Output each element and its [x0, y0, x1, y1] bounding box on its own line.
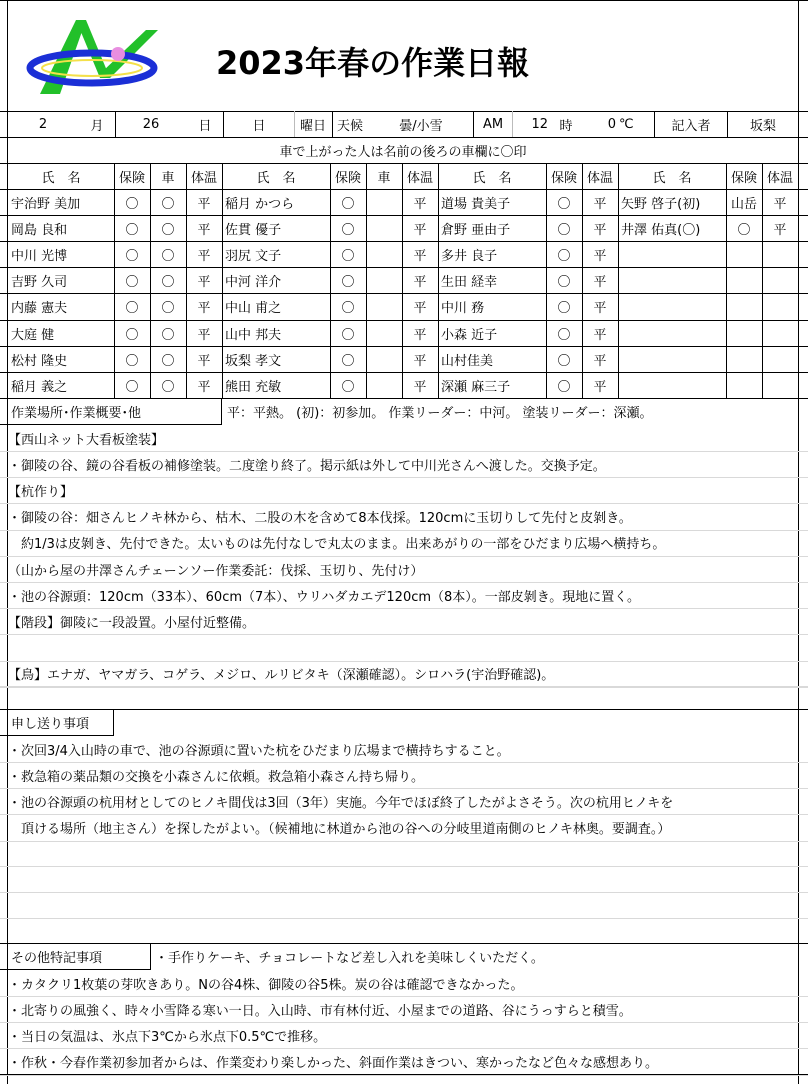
- member-temp[interactable]: 平: [413, 327, 427, 343]
- member-car[interactable]: 〇: [161, 275, 175, 291]
- member-ins[interactable]: 〇: [557, 223, 571, 239]
- member-name[interactable]: 松村 隆史: [11, 353, 68, 369]
- member-name[interactable]: 中川 務: [441, 301, 485, 317]
- member-car[interactable]: 〇: [161, 197, 175, 212]
- weather-label: 天候: [336, 119, 363, 134]
- page-title: 2023年春の作業日報: [216, 44, 530, 82]
- member-temp[interactable]: 平: [593, 301, 607, 317]
- member-name[interactable]: 熊田 充敏: [225, 379, 282, 395]
- member-ins[interactable]: 〇: [557, 327, 571, 343]
- member-name[interactable]: [618, 242, 729, 267]
- member-ins[interactable]: 〇: [341, 327, 355, 343]
- member-temp[interactable]: 平: [773, 223, 787, 239]
- work-line: 【鳥】エナガ、ヤマガラ、コゲラ、メジロ、ルリビタキ（深瀬確認）。シロハラ(宇治野確認)。: [8, 668, 555, 684]
- member-name[interactable]: 岡島 良和: [11, 223, 68, 239]
- member-ins[interactable]: 〇: [125, 301, 139, 317]
- member-name[interactable]: 吉野 久司: [11, 275, 68, 291]
- member-ins[interactable]: [726, 373, 762, 398]
- work-line: ・池の谷源頭：120cm（33本）、60cm（7本）、ウリハダカエデ120cm（8本）。一部皮剝き。現地に置く。: [8, 589, 641, 605]
- handover-line: ・池の谷源頭の杭用材としてのヒノキ間伐は3回（3年）実施。今年でほぼ終了したがよさそう。次の杭用ヒノキを: [8, 795, 674, 811]
- member-temp[interactable]: [762, 294, 798, 319]
- member-name[interactable]: 多井 良子: [441, 249, 498, 265]
- member-temp[interactable]: [762, 347, 798, 372]
- day-label: 日: [198, 119, 212, 134]
- header-car-g1: 車: [161, 171, 175, 186]
- member-temp[interactable]: 平: [413, 223, 427, 239]
- other-label: その他特記事項: [11, 951, 103, 966]
- work-line: ・御陵の谷：畑さんヒノキ林から、枯木、二股の木を含めて8本伐採。120cmに玉切りして先付と皮剝き。: [8, 511, 632, 527]
- member-temp[interactable]: 平: [593, 249, 607, 265]
- member-temp[interactable]: [762, 268, 798, 293]
- header-temp-g4: 体温: [766, 171, 793, 186]
- work-line: 約1/3は皮剝き、先付できた。太いものは先付なしで丸太のまま。出来あがりの一部をひだまり広場へ横持ち。: [8, 537, 666, 553]
- work-line: 【西山ネット大看板塗装】: [8, 432, 165, 448]
- member-temp[interactable]: 平: [593, 379, 607, 395]
- member-temp[interactable]: 平: [197, 301, 211, 317]
- header-insurance-g1: 保険: [118, 171, 145, 186]
- header-name-g3: 氏 名: [472, 171, 512, 186]
- work-line: 【杭作り】: [8, 484, 74, 500]
- handover-label: 申し送り事項: [11, 717, 90, 732]
- member-ins[interactable]: 〇: [341, 379, 355, 395]
- member-car[interactable]: [366, 190, 402, 215]
- handover-line: ・次回3/4入山時の車で、池の谷源頭に置いた杭をひだまり広場まで横持ちすること。: [8, 743, 510, 759]
- other-line: ・北寄りの風強く、時々小雪降る寒い一日。入山時、市有林付近、小屋までの道路、谷にうっすらと積雪。: [8, 1003, 632, 1019]
- member-temp[interactable]: 平: [593, 223, 607, 239]
- ampm-value[interactable]: AM: [482, 117, 504, 132]
- member-name[interactable]: [618, 294, 729, 319]
- member-name[interactable]: 深瀬 麻三子: [441, 379, 511, 395]
- other-line: ・当日の気温は、氷点下3℃から氷点下0.5℃で推移。: [8, 1029, 327, 1045]
- recorder-label: 記入者: [671, 119, 711, 134]
- work-line: ・御陵の谷、鏡の谷看板の補修塗装。二度塗り終了。掲示紙は外して中川光さんへ渡した。交換予定。: [8, 458, 606, 474]
- member-ins[interactable]: 〇: [125, 223, 139, 239]
- member-temp[interactable]: 平: [197, 327, 211, 343]
- header-name-g4: 氏 名: [652, 171, 692, 186]
- header-insurance-g2: 保険: [334, 171, 361, 186]
- member-temp[interactable]: 平: [413, 353, 427, 369]
- header-car-g2: 車: [377, 171, 391, 186]
- other-first-line: ・手作りケーキ、チョコレートなど差し入れを美味しくいただく。: [155, 951, 544, 966]
- member-name[interactable]: 宇治野 美加: [11, 197, 81, 212]
- other-line: ・作秋・今春作業初参加者からは、作業変わり楽しかった、斜面作業はきつい、寒かったなど色々な感想あり。: [8, 1056, 659, 1072]
- member-ins[interactable]: 〇: [737, 223, 751, 239]
- member-name[interactable]: [618, 373, 729, 398]
- member-car[interactable]: [366, 347, 402, 372]
- member-car[interactable]: [366, 268, 402, 293]
- other-line: ・カタクリ1枚葉の芽吹きあり。Nの谷4株、御陵の谷5株。炭の谷は確認できなかった。: [8, 977, 524, 993]
- member-car[interactable]: 〇: [161, 379, 175, 395]
- member-car[interactable]: 〇: [161, 353, 175, 369]
- member-ins[interactable]: 〇: [557, 301, 571, 317]
- member-ins[interactable]: 〇: [341, 301, 355, 317]
- member-ins[interactable]: [726, 347, 762, 372]
- member-temp[interactable]: 平: [197, 353, 211, 369]
- header-temp-g1: 体温: [190, 171, 217, 186]
- member-temp[interactable]: [762, 321, 798, 346]
- member-name[interactable]: 中河 洋介: [225, 275, 282, 291]
- member-car[interactable]: 〇: [161, 249, 175, 265]
- day-value[interactable]: 26: [142, 117, 160, 132]
- member-temp[interactable]: 平: [593, 327, 607, 343]
- member-ins[interactable]: 〇: [341, 353, 355, 369]
- member-ins[interactable]: 〇: [341, 197, 355, 212]
- member-temp[interactable]: 平: [413, 301, 427, 317]
- weekday-value[interactable]: 日: [252, 119, 266, 134]
- member-ins[interactable]: 〇: [557, 249, 571, 265]
- member-ins[interactable]: 〇: [125, 353, 139, 369]
- header-insurance-g4: 保険: [730, 171, 757, 186]
- member-temp[interactable]: 平: [197, 223, 211, 239]
- month-label: 月: [90, 119, 104, 134]
- temperature-value[interactable]: 0: [607, 117, 616, 132]
- member-car[interactable]: [366, 216, 402, 241]
- member-temp[interactable]: 平: [413, 249, 427, 265]
- work-line: （山から屋の井澤さんチェーンソー作業委託：伐採、玉切り、先付け）: [8, 563, 424, 579]
- member-car[interactable]: 〇: [161, 327, 175, 343]
- recorder-value[interactable]: 坂梨: [749, 119, 776, 134]
- header-temp-g3: 体温: [586, 171, 613, 186]
- member-ins[interactable]: 〇: [125, 379, 139, 395]
- member-temp[interactable]: 平: [197, 275, 211, 291]
- member-ins[interactable]: 〇: [557, 275, 571, 291]
- member-temp[interactable]: 平: [593, 197, 607, 212]
- member-temp[interactable]: 平: [773, 197, 787, 212]
- member-car[interactable]: [366, 373, 402, 398]
- member-ins[interactable]: 〇: [341, 275, 355, 291]
- month-value[interactable]: 2: [38, 117, 48, 132]
- member-temp[interactable]: 平: [197, 197, 211, 212]
- member-ins[interactable]: 〇: [341, 223, 355, 239]
- member-name[interactable]: 倉野 亜由子: [441, 223, 511, 239]
- member-name[interactable]: 大庭 健: [11, 327, 55, 343]
- header-temp-g2: 体温: [406, 171, 433, 186]
- member-name[interactable]: 山中 邦夫: [225, 327, 282, 343]
- work-line: 【階段】御陵に一段設置。小屋付近整備。: [8, 615, 256, 631]
- member-temp[interactable]: 平: [197, 249, 211, 265]
- member-car[interactable]: 〇: [161, 301, 175, 317]
- member-ins[interactable]: [726, 321, 762, 346]
- member-name[interactable]: [618, 321, 729, 346]
- member-name[interactable]: 中川 光博: [11, 249, 68, 265]
- weekday-label: 曜日: [299, 119, 326, 134]
- member-name[interactable]: 小森 近子: [441, 327, 498, 343]
- member-temp[interactable]: 平: [413, 275, 427, 291]
- member-temp[interactable]: 平: [593, 275, 607, 291]
- member-name[interactable]: 坂梨 孝文: [225, 353, 282, 369]
- member-name[interactable]: 中山 甫之: [225, 301, 282, 317]
- member-name[interactable]: 羽尻 文子: [225, 249, 282, 265]
- weather-value[interactable]: 曇/小雪: [399, 119, 443, 134]
- member-ins[interactable]: 〇: [125, 327, 139, 343]
- member-car[interactable]: [366, 242, 402, 267]
- header-name-g2: 氏 名: [256, 171, 296, 186]
- member-name[interactable]: 矢野 啓子(初): [621, 197, 701, 212]
- hour-value[interactable]: 12: [531, 117, 548, 132]
- member-car[interactable]: 〇: [161, 223, 175, 239]
- member-ins[interactable]: 〇: [125, 275, 139, 291]
- member-ins[interactable]: [726, 294, 762, 319]
- member-ins[interactable]: 山岳: [730, 197, 757, 212]
- member-name[interactable]: [618, 347, 729, 372]
- member-ins[interactable]: 〇: [125, 249, 139, 265]
- member-temp[interactable]: 平: [197, 379, 211, 395]
- member-ins[interactable]: 〇: [341, 249, 355, 265]
- handover-line: 頂ける場所（地主さん）を探したがよい。（候補地に林道から池の谷への分岐里道南側のヒノキ林奥。要調査。）: [8, 822, 671, 838]
- member-ins[interactable]: 〇: [557, 353, 571, 369]
- member-ins[interactable]: 〇: [557, 379, 571, 395]
- temperature-unit: ℃: [619, 117, 634, 132]
- header-name-g1: 氏 名: [41, 171, 81, 186]
- member-temp[interactable]: 平: [413, 379, 427, 395]
- hour-label: 時: [559, 119, 573, 134]
- member-name[interactable]: [618, 268, 729, 293]
- member-name[interactable]: 稲月 義之: [11, 379, 68, 395]
- member-car[interactable]: [366, 294, 402, 319]
- member-temp[interactable]: [762, 242, 798, 267]
- member-temp[interactable]: 平: [413, 197, 427, 212]
- member-name[interactable]: 井澤 佑真(〇): [621, 223, 701, 239]
- member-car[interactable]: [366, 321, 402, 346]
- car-note: 車で上がった人は名前の後ろの車欄に〇印: [279, 145, 527, 160]
- member-name[interactable]: 山村佳美: [441, 353, 494, 369]
- member-name[interactable]: 道場 貴美子: [441, 197, 511, 212]
- member-ins[interactable]: 〇: [557, 197, 571, 212]
- member-temp[interactable]: 平: [593, 353, 607, 369]
- member-ins[interactable]: [726, 268, 762, 293]
- org-logo: [26, 16, 166, 100]
- member-temp[interactable]: [762, 373, 798, 398]
- header-insurance-g3: 保険: [550, 171, 577, 186]
- handover-line: ・救急箱の薬品類の交換を小森さんに依頼。救急箱小森さん持ち帰り。: [8, 769, 425, 785]
- member-name[interactable]: 生田 経幸: [441, 275, 498, 291]
- member-ins[interactable]: 〇: [125, 197, 139, 212]
- member-name[interactable]: 内藤 憲夫: [11, 301, 68, 317]
- work-label: 作業場所･作業概要･他: [11, 406, 142, 421]
- work-legend: 平：平熱。 (初)：初参加。 作業リーダー：中河。 塗装リーダー：深瀬。: [227, 406, 653, 421]
- member-ins[interactable]: [726, 242, 762, 267]
- member-name[interactable]: 佐貫 優子: [225, 223, 282, 239]
- member-name[interactable]: 稲月 かつら: [225, 197, 295, 212]
